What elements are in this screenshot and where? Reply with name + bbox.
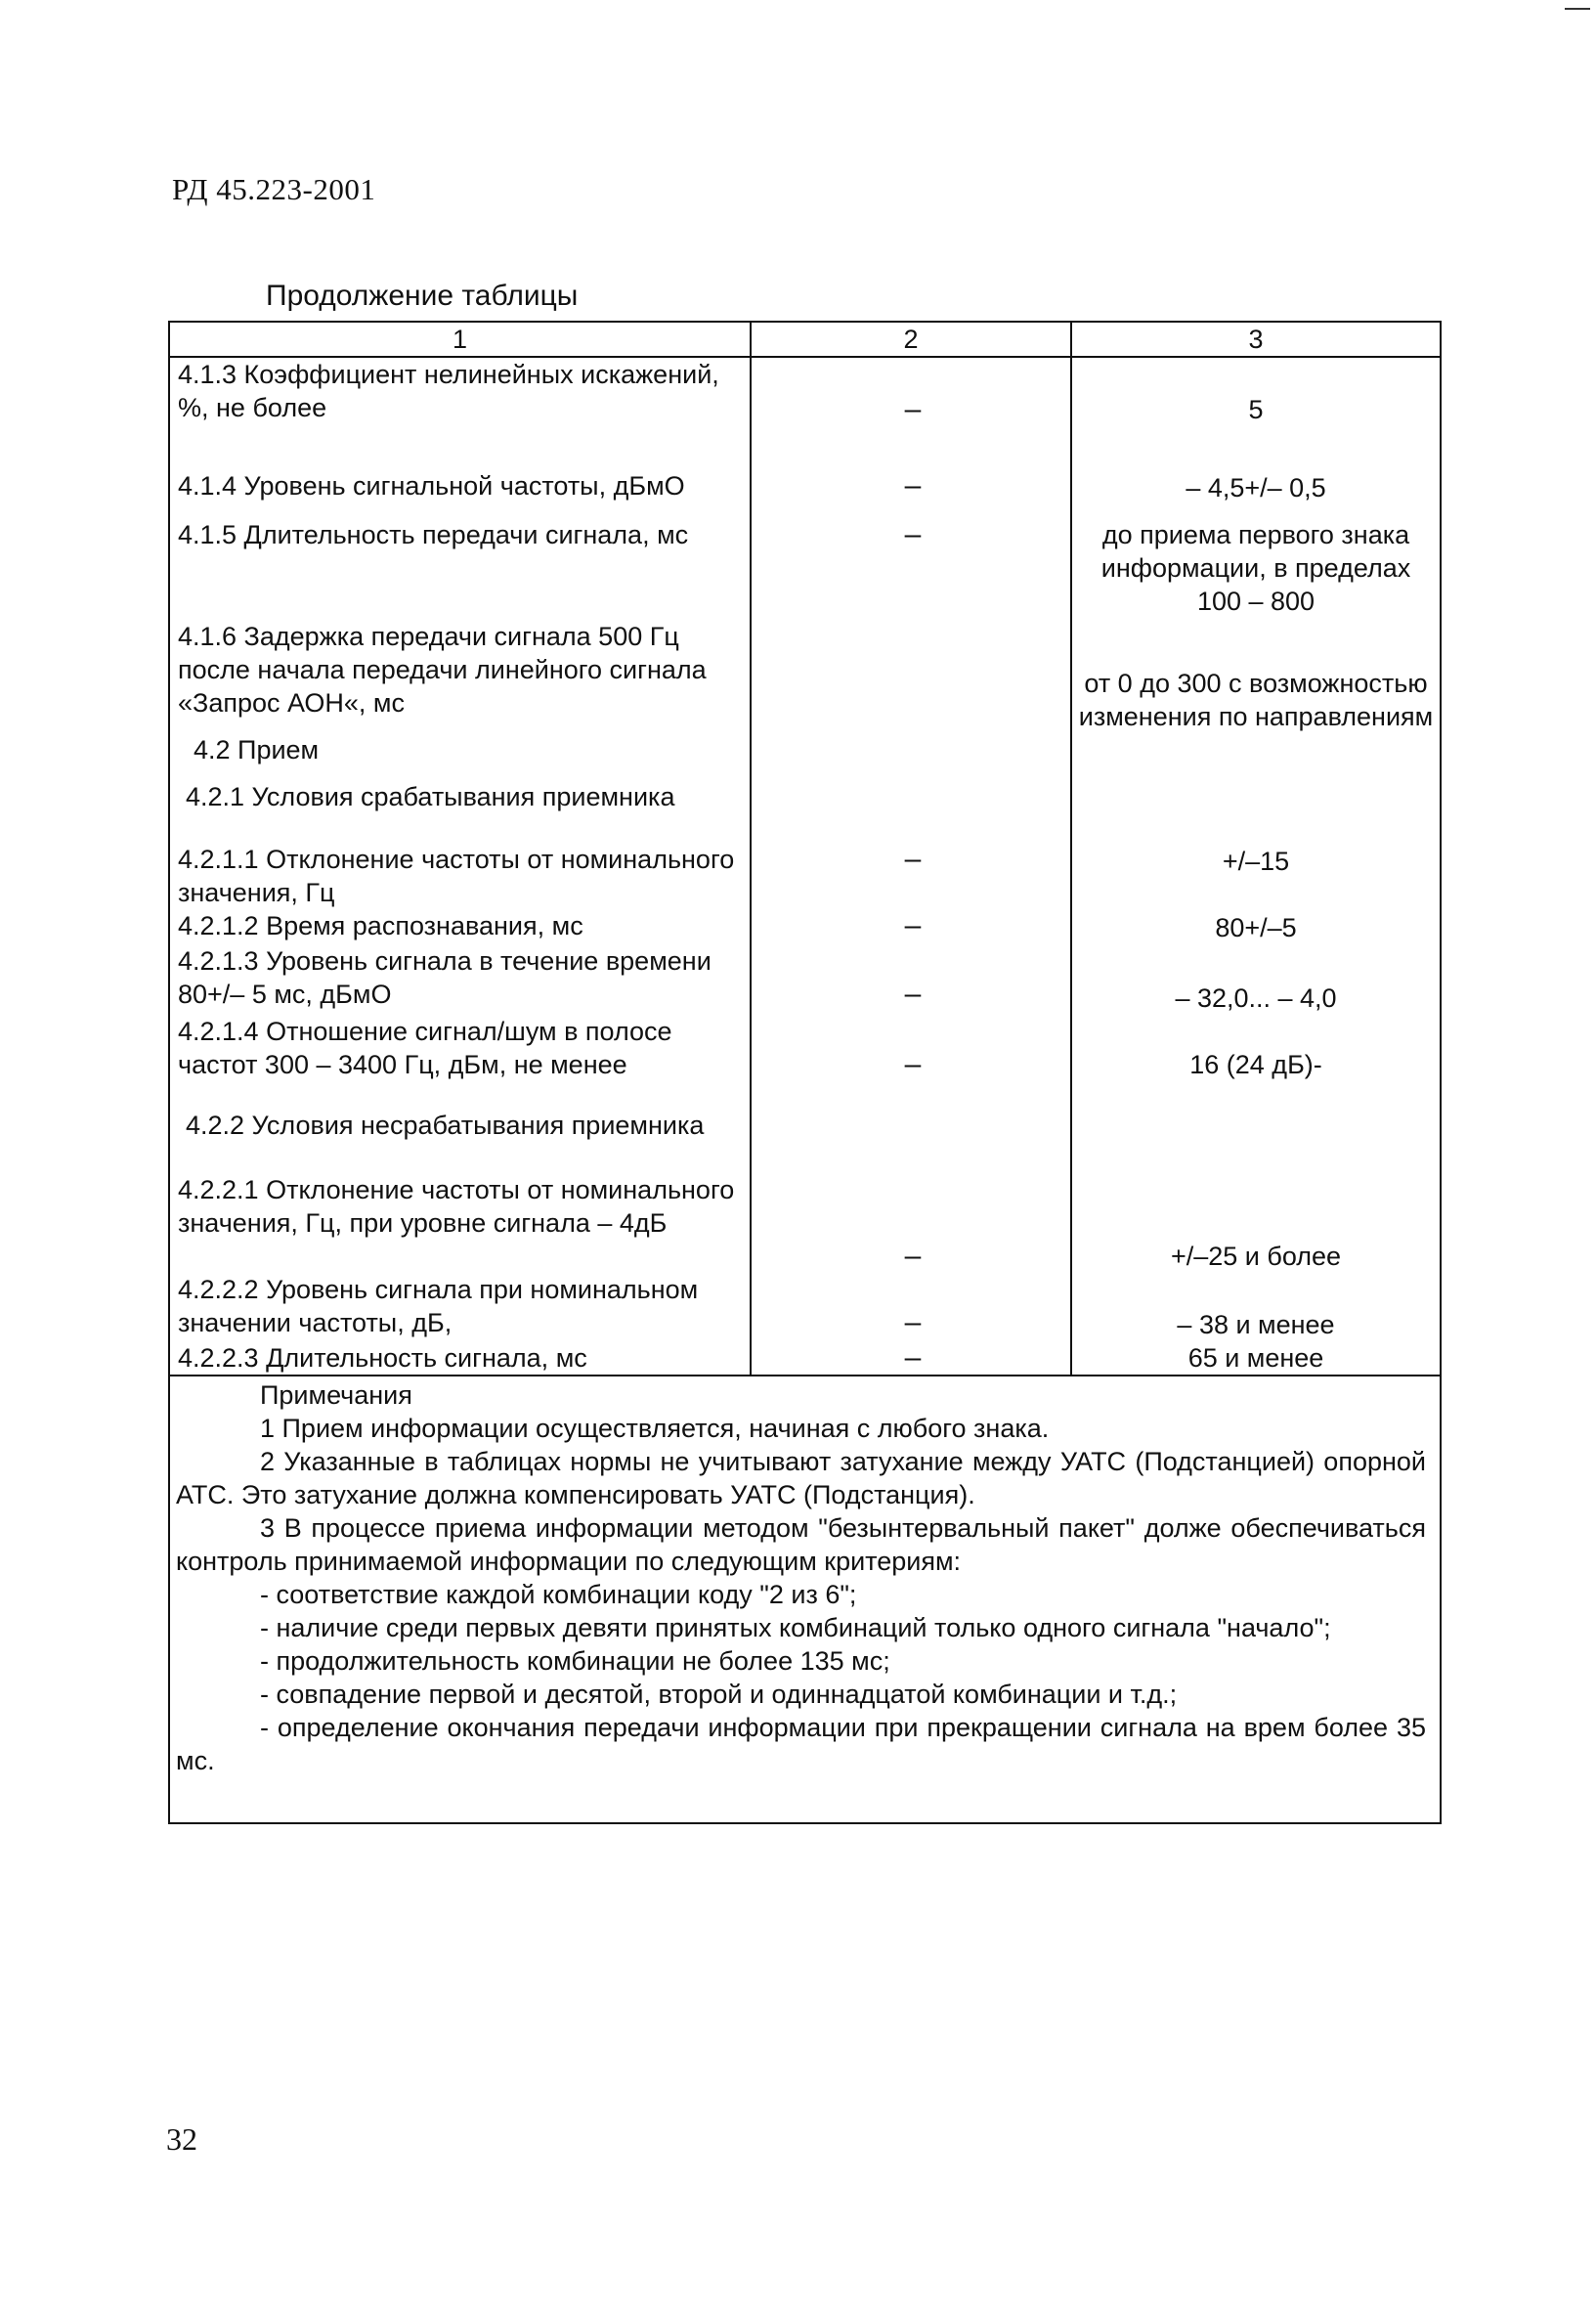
row-value: – 38 и менее <box>1071 1273 1441 1341</box>
row-text: 4.2 Прием <box>169 733 751 766</box>
row-value: – 32,0... – 4,0 <box>1071 944 1441 1015</box>
row-value <box>1071 733 1441 766</box>
criteria-item: - наличие среди первых девяти принятых комбинаций только одного сигнала "начало"; <box>260 1613 1331 1642</box>
row-dash: – <box>751 813 1071 909</box>
criteria-item: - определение окончания передачи информации при прекращении сигнала на врем более 35 мс. <box>176 1713 1426 1775</box>
table-row <box>169 618 1441 733</box>
row-text: 4.2.2.2 Уровень сигнала при номинальном значении частоты, дБ, <box>169 1273 751 1341</box>
table-row <box>169 813 1441 909</box>
row-dash: – <box>751 426 1071 504</box>
table-row <box>169 1081 1441 1142</box>
table-row <box>169 1015 1441 1081</box>
row-text: 4.2.1 Условия срабатывания приемника <box>169 766 751 813</box>
scan-edge-mark <box>1565 8 1590 10</box>
criteria-item: - соответствие каждой комбинации коду "2 из 6"; <box>260 1580 857 1609</box>
table-row <box>169 766 1441 813</box>
table-row <box>169 1273 1441 1341</box>
row-dash <box>751 733 1071 766</box>
column-header-1: 1 <box>169 322 751 357</box>
column-header-2: 2 <box>751 322 1071 357</box>
table-row <box>169 504 1441 618</box>
row-text: 4.2.1.2 Время распознавания, мс <box>169 909 751 944</box>
criteria-item: - продолжительность комбинации не более 135 мс; <box>260 1646 890 1676</box>
row-text: 4.2.1.3 Уровень сигнала в течение времени 80+/– 5 мс, дБмО <box>169 944 751 1015</box>
row-value: 16 (24 дБ)- <box>1071 1015 1441 1081</box>
row-dash: – <box>751 1341 1071 1376</box>
row-text: 4.2.2 Условия несрабатывания приемника <box>169 1081 751 1142</box>
row-value: от 0 до 300 с возможностью изменения по направлениям <box>1071 618 1441 733</box>
document-code: РД 45.223-2001 <box>172 172 376 206</box>
row-value: до приема первого знака информации, в пределах 100 – 800 <box>1071 504 1441 618</box>
table-row <box>169 426 1441 504</box>
row-value: – 4,5+/– 0,5 <box>1071 426 1441 504</box>
column-header-3: 3 <box>1071 322 1441 357</box>
row-text: 4.2.2.1 Отклонение частоты от номинального значения, Гц, при уровне сигнала – 4дБ <box>169 1142 751 1273</box>
note-1: 1 Прием информации осуществляется, начиная с любого знака. <box>260 1414 1050 1443</box>
criteria-item: - совпадение первой и десятой, второй и одиннадцатой комбинации и т.д.; <box>260 1680 1178 1709</box>
row-dash: – <box>751 909 1071 944</box>
row-text: 4.1.4 Уровень сигнальной частоты, дБмО <box>169 426 751 504</box>
row-dash: – <box>751 504 1071 618</box>
note-2: 2 Указанные в таблицах нормы не учитывают затухание между УАТС (Подстанцией) опорной АТС. Это затухание должна компенсировать УАТС (Подстанция). <box>176 1447 1426 1509</box>
row-text: 4.2.1.1 Отклонение частоты от номинального значения, Гц <box>169 813 751 909</box>
table-row <box>169 1142 1441 1273</box>
row-dash: – <box>751 1015 1071 1081</box>
row-dash <box>751 618 1071 733</box>
table-row <box>169 733 1441 766</box>
row-value <box>1071 1081 1441 1142</box>
table-caption: Продолжение таблицы <box>266 280 579 312</box>
table-row <box>169 909 1441 944</box>
page-number: 32 <box>166 2121 197 2157</box>
row-value: 80+/–5 <box>1071 909 1441 944</box>
note-3: 3 В процессе приема информации методом "безынтервальный пакет" долже обеспечиваться контроль принимаемой информации по следующим критериям: <box>176 1513 1426 1576</box>
row-text: 4.1.3 Коэффициент нелинейных искажений, %, не более <box>169 357 751 426</box>
requirements-table <box>168 321 1442 1824</box>
row-text: 4.2.2.3 Длительность сигнала, мс <box>169 1341 751 1376</box>
table-notes <box>169 1376 1441 1823</box>
row-dash: – <box>751 944 1071 1015</box>
row-value: 65 и менее <box>1071 1341 1441 1376</box>
table-row <box>169 1341 1441 1376</box>
row-text: 4.1.6 Задержка передачи сигнала 500 Гц после начала передачи линейного сигнала «Запрос АОН«, мс <box>169 618 751 733</box>
row-value: +/–25 и более <box>1071 1142 1441 1273</box>
notes-title: Примечания <box>260 1380 412 1410</box>
row-dash: – <box>751 1142 1071 1273</box>
row-value: 5 <box>1071 357 1441 426</box>
row-dash: – <box>751 357 1071 426</box>
row-text: 4.1.5 Длительность передачи сигнала, мс <box>169 504 751 618</box>
table-header-row <box>169 322 1441 357</box>
notes-row <box>169 1376 1441 1823</box>
row-text: 4.2.1.4 Отношение сигнал/шум в полосе частот 300 – 3400 Гц, дБм, не менее <box>169 1015 751 1081</box>
table-row <box>169 357 1441 426</box>
row-dash <box>751 766 1071 813</box>
row-dash: – <box>751 1273 1071 1341</box>
row-value: +/–15 <box>1071 813 1441 909</box>
row-value <box>1071 766 1441 813</box>
table-row <box>169 944 1441 1015</box>
row-dash <box>751 1081 1071 1142</box>
